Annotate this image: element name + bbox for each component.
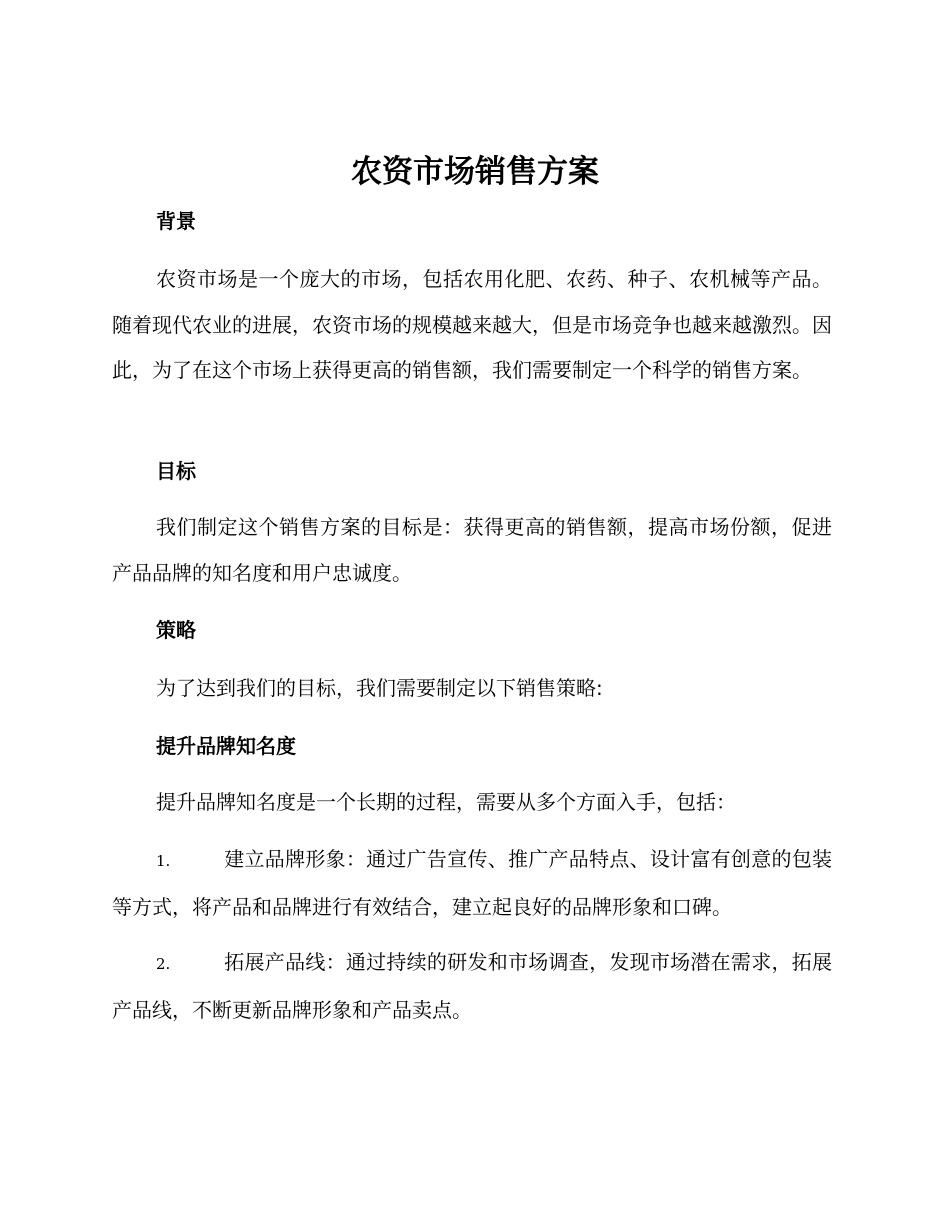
- background-paragraph: 农资市场是一个庞大的市场，包括农用化肥、农药、种子、农机械等产品。随着现代农业的进展，农资市场的规模越来越大，但是市场竞争也越来越激烈。因此，为了在这个市场上获得更高的销售额，我们需要制定一个科学的销售方案。: [112, 267, 832, 382]
- goal-paragraph: 我们制定这个销售方案的目标是：获得更高的销售额，提高市场份额，促进产品品牌的知名度和用户忠诚度。: [112, 515, 832, 585]
- section-heading-brand-awareness: 提升品牌知名度: [156, 734, 296, 758]
- document-title: 农资市场销售方案: [351, 154, 599, 190]
- list-item: [112, 940, 832, 1033]
- strategy-intro: 为了达到我们的目标，我们需要制定以下销售策略:: [156, 676, 603, 700]
- section-heading-background: 背景: [156, 209, 196, 233]
- section-heading-goal: 目标: [156, 459, 196, 483]
- list-item: [112, 837, 832, 930]
- section-heading-strategy: 策略: [156, 618, 196, 642]
- list-item-text: 拓展产品线：通过持续的研发和市场调查，发现市场潜在需求，拓展产品线，不断更新品牌形象和产品卖点。: [112, 950, 832, 1022]
- list-item-text: 建立品牌形象：通过广告宣传、推广产品特点、设计富有创意的包装等方式，将产品和品牌进行有效结合，建立起良好的品牌形象和口碑。: [112, 847, 832, 919]
- list-item-number: 2.: [156, 955, 171, 973]
- list-item-number: 1.: [156, 852, 171, 870]
- brand-awareness-intro: 提升品牌知名度是一个长期的过程，需要从多个方面入手，包括：: [156, 790, 736, 814]
